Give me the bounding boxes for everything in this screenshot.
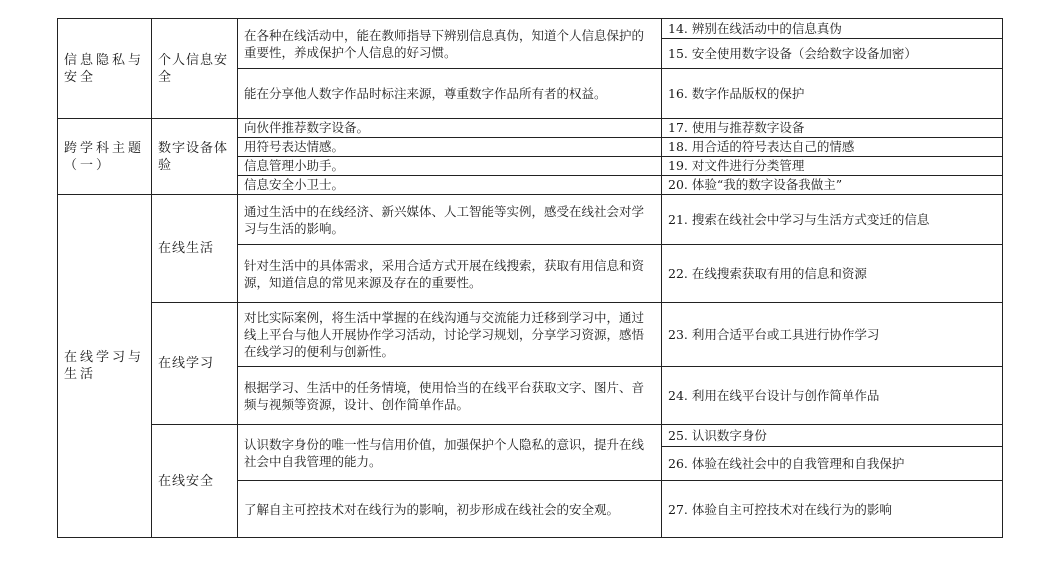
- requirement-cell: 信息安全小卫士。: [238, 176, 662, 195]
- activity-cell: 21. 搜索在线社会中学习与生活方式变迁的信息: [662, 195, 1003, 245]
- activity-cell: 19. 对文件进行分类管理: [662, 157, 1003, 176]
- table-row: [58, 425, 1003, 447]
- activity-cell: 16. 数字作品版权的保护: [662, 69, 1003, 119]
- requirement-cell: 在各种在线活动中，能在教师指导下辨别信息真伪，知道个人信息保护的重要性，养成保护个人信息的好习惯。: [238, 19, 662, 69]
- requirement-cell: 能在分享他人数字作品时标注来源，尊重数字作品所有者的权益。: [238, 69, 662, 119]
- activity-cell: 18. 用合适的符号表达自己的情感: [662, 138, 1003, 157]
- activity-cell: 15. 安全使用数字设备（会给数字设备加密）: [662, 39, 1003, 69]
- submodule-cell: 在线生活: [152, 195, 238, 303]
- requirement-cell: 对比实际案例，将生活中掌握的在线沟通与交流能力迁移到学习中，通过线上平台与他人开展协作学习活动，讨论学习规划，分享学习资源，感悟在线学习的便利与创新性。: [238, 303, 662, 367]
- requirement-cell: 认识数字身份的唯一性与信用价值，加强保护个人隐私的意识，提升在线社会中自我管理的能力。: [238, 425, 662, 481]
- module-cell: 在线学习与生活: [58, 195, 152, 538]
- submodule-cell: 在线学习: [152, 303, 238, 425]
- requirement-cell: 针对生活中的具体需求，采用合适方式开展在线搜索，获取有用信息和资源，知道信息的常见来源及存在的重要性。: [238, 245, 662, 303]
- requirement-cell: 通过生活中的在线经济、新兴媒体、人工智能等实例，感受在线社会对学习与生活的影响。: [238, 195, 662, 245]
- activity-cell: 20. 体验“我的数字设备我做主”: [662, 176, 1003, 195]
- requirement-cell: 根据学习、生活中的任务情境，使用恰当的在线平台获取文字、图片、音频与视频等资源，设计、创作简单作品。: [238, 367, 662, 425]
- table-row: [58, 119, 1003, 138]
- activity-cell: 24. 利用在线平台设计与创作简单作品: [662, 367, 1003, 425]
- activity-cell: 25. 认识数字身份: [662, 425, 1003, 447]
- activity-cell: 26. 体验在线社会中的自我管理和自我保护: [662, 447, 1003, 481]
- module-cell: 跨学科主题（一）: [58, 119, 152, 195]
- module-cell: 信息隐私与安全: [58, 19, 152, 119]
- submodule-cell: 个人信息安全: [152, 19, 238, 119]
- table-row: [58, 303, 1003, 367]
- requirement-cell: 信息管理小助手。: [238, 157, 662, 176]
- activity-cell: 22. 在线搜索获取有用的信息和资源: [662, 245, 1003, 303]
- curriculum-table: [57, 18, 1003, 538]
- activity-cell: 17. 使用与推荐数字设备: [662, 119, 1003, 138]
- activity-cell: 27. 体验自主可控技术对在线行为的影响: [662, 481, 1003, 538]
- activity-cell: 23. 利用合适平台或工具进行协作学习: [662, 303, 1003, 367]
- table-row: [58, 19, 1003, 39]
- activity-cell: 14. 辨别在线活动中的信息真伪: [662, 19, 1003, 39]
- requirement-cell: 向伙伴推荐数字设备。: [238, 119, 662, 138]
- requirement-cell: 用符号表达情感。: [238, 138, 662, 157]
- table-row: [58, 195, 1003, 245]
- submodule-cell: 数字设备体验: [152, 119, 238, 195]
- submodule-cell: 在线安全: [152, 425, 238, 538]
- requirement-cell: 了解自主可控技术对在线行为的影响，初步形成在线社会的安全观。: [238, 481, 662, 538]
